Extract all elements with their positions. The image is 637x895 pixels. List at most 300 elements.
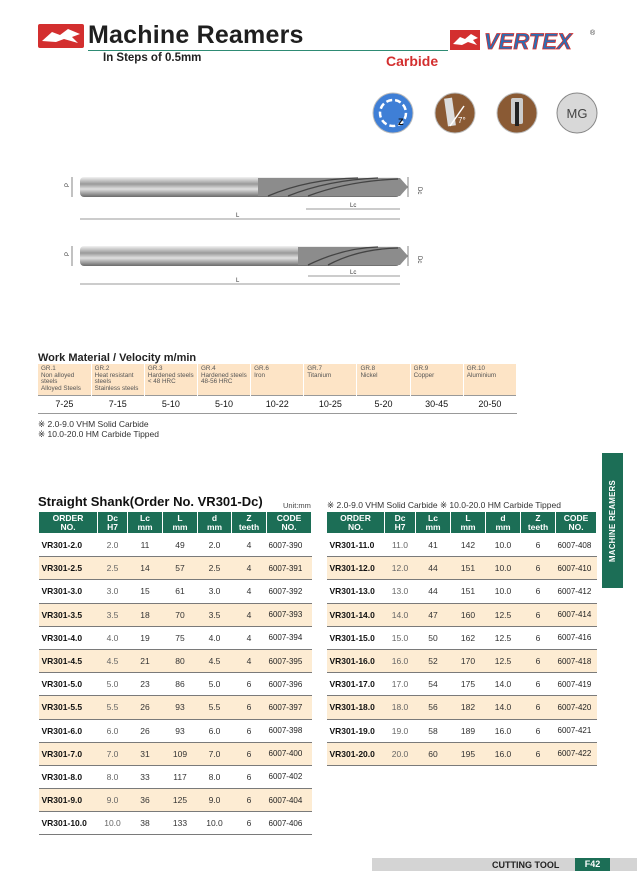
d-cell: 7.0 [198,742,232,765]
dim-p-label: P [65,251,71,256]
dc-cell: 13.0 [385,580,416,603]
column-header-line: L [177,512,183,523]
velocity-cell: 10-22 [251,395,304,413]
side-tab-machine-reamers[interactable]: MACHINE REAMERS [602,453,623,588]
dc-cell: 6.0 [98,719,128,742]
spec-table-left [38,511,312,835]
material-group-line: Nickel [360,371,378,379]
l-cell: 75 [163,626,198,649]
l-cell: 189 [451,719,486,742]
l-cell: 57 [163,557,198,580]
dim-l-label: L [236,278,240,284]
dc-cell: 19.0 [385,719,416,742]
z-cell: 6 [232,719,267,742]
l-cell: 160 [451,603,486,626]
l-cell: 80 [163,649,198,672]
d-cell: 16.0 [486,719,521,742]
dc-cell: 20.0 [385,742,416,765]
z-cell: 6 [521,742,556,765]
order-no-cell: VR301-3.5 [39,603,98,626]
material-group-row [38,364,517,395]
svg-text:®: ® [590,30,596,37]
velocity-row [38,395,517,413]
order-no-cell: VR301-5.0 [39,673,98,696]
right-hand-spiral-icon [372,92,414,134]
column-header-line: Lc [428,512,438,523]
helix-angle-icon [434,92,476,134]
column-header [232,512,267,534]
order-no-cell: VR301-3.0 [39,580,98,603]
code-no-cell: 6007-414 [556,603,597,626]
page-number: F42 [575,858,610,871]
d-cell: 12.5 [486,603,521,626]
code-no-cell: 6007-408 [556,534,597,557]
column-header-line: NO. [347,521,364,532]
column-header [98,512,128,534]
table-row [39,789,312,812]
z-cell: 6 [232,765,267,788]
page-subtitle: In Steps of 0.5mm [103,52,202,64]
column-header-line: NO. [281,521,297,532]
column-header [521,512,556,534]
material-group-line: Stainless steels [94,384,139,392]
order-no-cell: VR301-16.0 [327,649,385,672]
title-rule [88,50,448,51]
l-cell: 109 [163,742,198,765]
code-no-cell: 6007-393 [267,603,312,626]
z-cell: 6 [232,812,267,835]
table-row [39,696,312,719]
l-cell: 151 [451,557,486,580]
d-cell: 9.0 [198,789,232,812]
d-cell: 4.0 [198,626,232,649]
order-no-cell: VR301-4.5 [39,649,98,672]
lc-cell: 58 [416,719,451,742]
code-no-cell: 6007-396 [267,673,312,696]
dc-cell: 14.0 [385,603,416,626]
material-group-line: GR.10 [466,365,485,372]
material-group-cell [38,364,91,395]
material-group-line: Hardened steels [200,371,247,379]
column-header-line: CODE [276,512,302,523]
table-row [39,812,312,835]
d-cell: 4.5 [198,649,232,672]
dim-lc-label: Lc [350,270,357,276]
order-no-cell: VR301-10.0 [39,812,98,835]
footer-label: CUTTING TOOL [492,860,560,870]
column-header-line: Dc [394,512,406,523]
l-cell: 86 [163,673,198,696]
lc-cell: 18 [128,603,163,626]
code-no-cell: 6007-398 [267,719,312,742]
material-group-line: steels [94,378,112,385]
lc-cell: 14 [128,557,163,580]
code-no-cell: 6007-418 [556,649,597,672]
dc-cell: 4.0 [98,626,128,649]
column-header-line: mm [495,521,511,532]
code-no-cell: 6007-400 [267,742,312,765]
code-no-cell: 6007-392 [267,580,312,603]
column-header-line: mm [425,521,441,532]
d-cell: 16.0 [486,742,521,765]
l-cell: 133 [163,812,198,835]
velocity-cell: 10-25 [304,395,357,413]
order-no-cell: VR301-13.0 [327,580,385,603]
column-header [267,512,312,534]
vertex-brand-text: VERTEX [484,29,572,53]
order-no-cell: VR301-2.5 [39,557,98,580]
l-cell: 151 [451,580,486,603]
z-cell: 4 [232,557,267,580]
d-cell: 8.0 [198,765,232,788]
column-header [385,512,416,534]
dc-cell: 12.0 [385,557,416,580]
code-no-cell: 6007-420 [556,696,597,719]
table-row [327,696,597,719]
material-group-cell [410,364,463,395]
material-group-cell [463,364,516,395]
column-header-line: mm [460,521,476,532]
order-no-cell: VR301-8.0 [39,765,98,788]
column-header-line: L [465,512,471,523]
table-row [39,534,312,557]
material-group-line: steels [41,378,58,385]
material-group-line: GR.1 [41,365,56,372]
material-group-line: Non alloyed [41,371,75,379]
lc-cell: 36 [128,789,163,812]
order-no-cell: VR301-5.5 [39,696,98,719]
lc-cell: 21 [128,649,163,672]
z-cell: 6 [521,603,556,626]
d-cell: 6.0 [198,719,232,742]
column-header-line: NO. [60,521,76,532]
page-title: Machine Reamers [88,21,304,49]
column-header-line: ORDER [52,512,84,523]
material-group-line: Copper [413,371,435,379]
material-group-line: Aluminium [466,371,497,379]
helix-angle-label: 7° [458,116,466,125]
dim-l-label: L [236,213,240,219]
carbide-note: ※ 2.0-9.0 VHM Solid Carbide ※ 10.0-20.0 HM Carbide Tipped [327,500,561,510]
z-cell: 6 [521,580,556,603]
dc-cell: 4.5 [98,649,128,672]
material-group-line: GR.8 [360,365,376,372]
material-group-line: Iron [254,371,265,379]
column-header [556,512,597,534]
code-no-cell: 6007-406 [267,812,312,835]
lc-cell: 47 [416,603,451,626]
z-cell: 4 [232,603,267,626]
brand-eagle-logo [38,24,84,48]
dc-cell: 3.0 [98,580,128,603]
lc-cell: 23 [128,673,163,696]
table-row [327,626,597,649]
code-no-cell: 6007-416 [556,626,597,649]
order-no-cell: VR301-6.0 [39,719,98,742]
code-no-cell: 6007-421 [556,719,597,742]
dc-cell: 11.0 [385,534,416,557]
dim-dc-label: Dc [416,187,422,195]
velocity-cell: 7-25 [38,395,91,413]
l-cell: 61 [163,580,198,603]
table-row [327,719,597,742]
d-cell: 10.0 [486,557,521,580]
d-cell: 3.0 [198,580,232,603]
material-group-line: GR.4 [200,365,216,372]
code-no-cell: 6007-419 [556,673,597,696]
z-cell: 6 [521,673,556,696]
z-cell: 6 [521,696,556,719]
d-cell: 12.5 [486,626,521,649]
mg-grade-icon [556,92,598,134]
l-cell: 70 [163,603,198,626]
z-cell: 6 [521,534,556,557]
code-no-cell: 6007-391 [267,557,312,580]
table-row [327,649,597,672]
d-cell: 10.0 [198,812,232,835]
dc-cell: 5.5 [98,696,128,719]
lc-cell: 15 [128,580,163,603]
table-row [327,534,597,557]
column-header-line: H7 [107,521,118,532]
lc-cell: 38 [128,812,163,835]
z-cell: 6 [521,626,556,649]
lc-cell: 26 [128,719,163,742]
column-header [198,512,232,534]
z-cell: 6 [232,789,267,812]
l-cell: 142 [451,534,486,557]
d-cell: 5.0 [198,673,232,696]
lc-cell: 26 [128,696,163,719]
material-group-cell [357,364,410,395]
dim-dc-label: Dc [416,256,422,264]
table-row [327,742,597,765]
table-row [39,626,312,649]
code-no-cell: 6007-390 [267,534,312,557]
column-header [416,512,451,534]
order-no-cell: VR301-4.0 [39,626,98,649]
column-header-line: Dc [107,512,118,523]
d-cell: 14.0 [486,673,521,696]
material-group-line: 48-56 HRC [200,378,233,385]
column-header-line: mm [137,521,153,532]
order-no-cell: VR301-2.0 [39,534,98,557]
material-group-line: GR.2 [94,365,110,372]
lc-cell: 44 [416,580,451,603]
z-cell: 6 [521,719,556,742]
table-row [39,580,312,603]
dc-cell: 7.0 [98,742,128,765]
dc-cell: 10.0 [98,812,128,835]
d-cell: 5.5 [198,696,232,719]
table-row [39,649,312,672]
unit-label: Unit:mm [283,501,311,510]
d-cell: 12.5 [486,649,521,672]
spec-header-row [327,512,597,534]
lc-cell: 44 [416,557,451,580]
material-notes [38,419,159,439]
code-no-cell: 6007-404 [267,789,312,812]
material-group-line: GR.7 [307,365,322,372]
order-no-cell: VR301-14.0 [327,603,385,626]
material-group-line: < 48 HRC [147,378,176,385]
z-cell: 6 [232,696,267,719]
l-cell: 182 [451,696,486,719]
material-group-line: GR.9 [413,365,429,372]
dc-cell: 9.0 [98,789,128,812]
d-cell: 2.0 [198,534,232,557]
dc-cell: 17.0 [385,673,416,696]
column-header-line: H7 [394,521,406,532]
material-group-line: GR.6 [254,365,269,372]
velocity-cell: 5-10 [197,395,250,413]
dim-p-label: P [65,182,71,187]
z-cell: 4 [232,534,267,557]
column-header [486,512,521,534]
column-header-line: d [211,512,218,523]
material-group-cell [304,364,357,395]
column-header-line: d [500,512,506,523]
code-no-cell: 6007-412 [556,580,597,603]
code-no-cell: 6007-394 [267,626,312,649]
l-cell: 175 [451,673,486,696]
dc-cell: 2.0 [98,534,128,557]
z-cell: 4 [232,626,267,649]
code-no-cell: 6007-395 [267,649,312,672]
material-group-cell [91,364,144,395]
code-no-cell: 6007-397 [267,696,312,719]
material-group-cell [251,364,304,395]
material-group-line: GR.3 [147,365,163,372]
table-row [39,742,312,765]
material-group-cell [144,364,197,395]
column-header-line: teeth [238,521,260,532]
column-header-line: Lc [140,512,150,523]
material-label: Carbide [386,53,439,69]
column-header-line: ORDER [340,512,371,523]
column-header-line: mm [206,521,223,532]
d-cell: 14.0 [486,696,521,719]
column-header [451,512,486,534]
dc-cell: 8.0 [98,765,128,788]
d-cell: 2.5 [198,557,232,580]
work-material-title: Work Material / Velocity m/min [38,352,197,364]
vertex-logo [450,27,600,53]
z-cell: 6 [521,649,556,672]
material-group-line: Alloyed Steels [41,384,81,392]
dc-cell: 5.0 [98,673,128,696]
work-material-table [38,364,517,414]
table-row [327,603,597,626]
table-row [327,673,597,696]
material-group-line: Hardened steels [147,371,194,379]
material-group-cell [197,364,250,395]
material-group-line: Titanium [307,371,332,379]
material-group-line: Heat resistant [94,371,134,379]
section-title: Straight Shank(Order No. VR301-Dc) [38,494,263,509]
dc-cell: 15.0 [385,626,416,649]
table-row [39,765,312,788]
velocity-cell: 30-45 [410,395,463,413]
coolant-icon [496,92,538,134]
d-cell: 3.5 [198,603,232,626]
code-no-cell: 6007-402 [267,765,312,788]
lc-cell: 56 [416,696,451,719]
lc-cell: 11 [128,534,163,557]
l-cell: 93 [163,719,198,742]
lc-cell: 54 [416,673,451,696]
order-no-cell: VR301-20.0 [327,742,385,765]
spiral-z-label: Z [398,117,404,127]
column-header-line: CODE [563,512,589,523]
z-cell: 4 [232,649,267,672]
velocity-cell: 5-20 [357,395,410,413]
d-cell: 10.0 [486,580,521,603]
order-no-cell: VR301-18.0 [327,696,385,719]
column-header [163,512,198,534]
column-header [39,512,98,534]
z-cell: 6 [232,673,267,696]
l-cell: 49 [163,534,198,557]
dc-cell: 2.5 [98,557,128,580]
table-row [39,557,312,580]
column-header [327,512,385,534]
velocity-cell: 7-15 [91,395,144,413]
code-no-cell: 6007-422 [556,742,597,765]
l-cell: 195 [451,742,486,765]
column-header-line: mm [172,521,188,532]
z-cell: 4 [232,580,267,603]
order-no-cell: VR301-7.0 [39,742,98,765]
velocity-cell: 5-10 [144,395,197,413]
lc-cell: 33 [128,765,163,788]
mg-grade-label: MG [566,106,588,121]
d-cell: 10.0 [486,534,521,557]
lc-cell: 41 [416,534,451,557]
z-cell: 6 [232,742,267,765]
column-header-line: NO. [568,521,584,532]
column-header [128,512,163,534]
dc-cell: 3.5 [98,603,128,626]
order-no-cell: VR301-11.0 [327,534,385,557]
lc-cell: 19 [128,626,163,649]
table-row [327,557,597,580]
dim-lc-label: Lc [350,203,357,209]
reamer-drawing-large [58,238,428,323]
table-row [39,673,312,696]
table-row [39,719,312,742]
spec-table-right [326,511,597,766]
lc-cell: 52 [416,649,451,672]
table-row [39,603,312,626]
l-cell: 162 [451,626,486,649]
order-no-cell: VR301-17.0 [327,673,385,696]
lc-cell: 60 [416,742,451,765]
column-header-line: teeth [527,521,549,532]
l-cell: 93 [163,696,198,719]
code-no-cell: 6007-410 [556,557,597,580]
lc-cell: 31 [128,742,163,765]
column-header-line: Z [535,512,541,523]
dc-cell: 16.0 [385,649,416,672]
note-vhm: ※ 2.0-9.0 VHM Solid Carbide [38,419,149,429]
l-cell: 125 [163,789,198,812]
order-no-cell: VR301-19.0 [327,719,385,742]
spec-header-row [39,512,312,534]
l-cell: 117 [163,765,198,788]
table-row [327,580,597,603]
z-cell: 6 [521,557,556,580]
